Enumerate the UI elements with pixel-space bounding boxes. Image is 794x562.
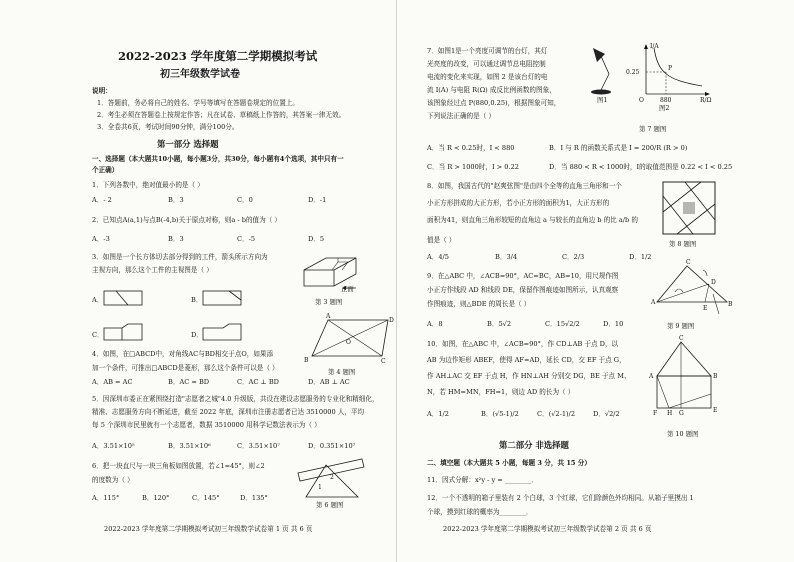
desk-lamp-icon [583, 44, 623, 100]
q3-stem-1: 3．如图是一个长方体切去部分得到的工件，箭头所示方向为 [92, 253, 268, 261]
fig3-caption: 第 3 题图 [315, 298, 343, 306]
svg-text:E: E [703, 305, 708, 312]
q10-option-c: C．(√2-1)/2 [537, 410, 576, 418]
q8-stem-3: 面积为41，则直角三角形较短的直角边 a 与较长的直角边 b 的比 a/b 的 [427, 216, 638, 224]
q8-stem-2: 小正方形拼成的大正方形，若小正方形的面积为1，大正方形的 [427, 199, 610, 207]
q6-option-a: A．115° [92, 494, 120, 502]
q7-stem-3: 电流的变化来实现，如图 2 是该台灯的电 [427, 73, 548, 81]
q10-stem-1: 10．如图，在△ABC 中，∠ACB=90°，作 CD⊥AB 于点 D，以 [427, 340, 619, 348]
q1-option-d: D．-1 [308, 196, 327, 204]
q5-option-a: A．3.51×10⁵ [92, 442, 135, 450]
q9-option-c: C．15√2/2 [545, 320, 580, 328]
fig7-label-1: 图1 [597, 96, 608, 104]
q10-stem-4: N，若 HM=MN，FH=1，则边 AD 的长为（ ） [427, 388, 575, 396]
fig7-label-2: 图2 [659, 104, 670, 112]
q7-stem-5: 该图象经过点 P(880,0.25)，根据图象可知， [427, 99, 561, 107]
q7-stem-2: 光亮度的改变，可以通过调节总电阻控制 [427, 60, 546, 68]
q4-option-a: A．AB = AC [92, 378, 133, 386]
q7-option-b: B．I 与 R 的函数关系式是 I = 200/R (R > 0) [549, 144, 688, 152]
svg-text:F: F [653, 410, 658, 417]
page1-footer: 2022-2023 学年度第二学期模拟考试初三年级数学试卷第 1 页 共 6 页 [104, 525, 313, 533]
q6-stem-1: 6．把一块直尺与一块三角板如图放置，若∠1=45°，则∠2 [92, 462, 265, 470]
q4-label-b: B [304, 357, 309, 364]
q5-option-c: C．3.51×10⁷ [237, 442, 280, 450]
q2-option-c: C．-5 [237, 235, 256, 243]
svg-text:H: H [667, 410, 673, 417]
q2-stem: 2．已知点A(a,1)与点B(-4,b)关于原点对称，则a - b的值为（ ） [92, 216, 282, 224]
svg-text:B: B [713, 373, 718, 380]
section2-heading: 二、填空题（本大题共 5 小题，每题 3 分，共 15 分） [427, 459, 591, 467]
q7-stem-4: 流 I(A) 与电阻 R(Ω) 成反比例函数的图象， [427, 86, 556, 94]
q4-label-d: D [389, 317, 394, 324]
q8-option-d: D．1/2 [629, 253, 652, 261]
q5-stem-1: 5．因深圳市委正在紧围绕打造"志愿者之城"4.0 升级版，共设在建设志愿服务的专业化和精细化， [92, 395, 379, 403]
q10-stem-2: AB 为边作矩形 ABEF，使得 AF=AD，延长 CD，交 EF 于点 G， [427, 356, 626, 364]
svg-text:E: E [713, 407, 718, 414]
q7-option-d: D．当 880 < R < 1000时，I的取值范围是 0.22 < I < 0.25 [549, 163, 733, 171]
q9-option-b: B．5√2 [487, 320, 512, 328]
q11-stem: 11．因式分解：x²y - y = ________． [427, 476, 538, 484]
svg-text:G: G [679, 410, 684, 417]
q4-label-a: A [326, 313, 331, 320]
instruction-3: 3．全卷共6页，考试时间90分钟，满分100分。 [97, 123, 239, 131]
q7-stem-6: 下列说法正确的是（ ） [427, 112, 496, 120]
instructions-head: 说明： [92, 87, 112, 95]
graph-point-p: P [668, 65, 673, 72]
fig9-caption: 第 9 题图 [667, 322, 695, 330]
part1-title: 第一部分 选择题 [157, 139, 219, 149]
q7-inverse-graph [626, 42, 712, 104]
q2-option-b: B．3 [168, 235, 184, 243]
q3-option-d: D． [191, 331, 203, 339]
svg-text:A: A [649, 373, 654, 380]
q12-stem-2: 个球，摸到红球的概率为________． [427, 508, 533, 516]
q7-stem-1: 7．如图1是一个亮度可调节的台灯，其灯 [427, 47, 548, 55]
q1-option-b: B．3 [168, 196, 184, 204]
q6-option-c: C．145° [192, 494, 220, 502]
q8-stem-1: 8．如图，我国古代的"赵爽弦图"是由四个全等的直角三角形和一个 [427, 182, 622, 190]
q4-label-c: C [381, 358, 386, 365]
page-2 [397, 0, 794, 562]
q6-ruler-triangle-figure [296, 455, 366, 503]
svg-text:C: C [679, 335, 684, 342]
q3-stem-2: 主视方向，那么这个工件的主视图是（ ） [92, 266, 213, 274]
q12-stem-1: 12．一个不透明的箱子里装有 2 个白球，3 个红球，它们除颜色外均相同。从箱子里摸出 1 [427, 494, 694, 502]
svg-text:A: A [651, 299, 656, 306]
graph-origin: O [639, 97, 644, 104]
q10-option-a: A．1/2 [427, 410, 449, 418]
q6-stem-2: 的度数为（ ） [92, 476, 134, 484]
svg-text:2: 2 [330, 474, 334, 481]
fig4-caption: 第 4 题图 [328, 368, 356, 376]
q8-option-a: A．4/5 [427, 253, 449, 261]
q4-parallelogram-figure [296, 313, 394, 365]
q3-option-a: A． [92, 296, 104, 304]
q3-option-c-shape [104, 324, 144, 341]
graph-y-label: I/A [650, 43, 659, 50]
q9-option-a: A．8 [427, 320, 443, 328]
instruction-2: 2．考生必须在答题卷上按规定作答；凡在试卷、草稿纸上作答的，其答案一律无效。 [97, 111, 346, 119]
q3-option-d-shape [203, 324, 243, 341]
q1-stem: 1．下列各数中，绝对值最小的是（ ） [92, 181, 204, 189]
svg-text:D: D [711, 279, 716, 286]
graph-x-label: R/Ω [700, 97, 712, 104]
q4-stem-1: 4．如图，在□ABCD中，对角线AC与BD相交于点O，如果添 [92, 350, 274, 358]
q9-stem-1: 9．在△ABC 中，∠ACB=90°，AC=BC，AB=10，用尺规作图 [427, 272, 619, 280]
q9-option-d: D．10 [603, 320, 624, 328]
instruction-1: 1．答题前，务必将自己的姓名、学号等填写在答题卷规定的位置上。 [97, 99, 300, 107]
q1-option-c: C．0 [237, 196, 253, 204]
section1-heading: 一、选择题（本大题共10小题，每小题3分，共30分，每小题有4个选项，其中只有一 [92, 155, 344, 163]
q8-option-b: B．3/4 [495, 253, 518, 261]
fig10-caption: 第 10 题图 [667, 430, 699, 438]
q3-option-b-shape [203, 290, 243, 306]
svg-text:B: B [728, 301, 733, 308]
q4-option-b: B．AC = BD [168, 378, 210, 386]
exam-subtitle: 初三年级数学试卷 [160, 69, 240, 80]
q6-option-b: B．120° [142, 494, 170, 502]
q5-option-b: B．3.51×10⁶ [168, 442, 211, 450]
q5-stem-3: 每 5 个深圳市民里就有一个志愿者，数据 3510000 用科学记数法表示为（ ） [92, 421, 321, 429]
q7-option-a: A．当 R < 0.25时，I < 880 [427, 144, 515, 152]
q4-option-c: C．AC ⊥ BD [237, 378, 279, 386]
q4-stem-2: 加一个条件，可推出□ABCD是菱形，那么这个条件可以是（ ） [92, 364, 279, 372]
q10-rectangle-figure [651, 336, 719, 416]
q2-option-a: A．-3 [92, 235, 110, 243]
q8-stem-4: 值是（ ） [427, 236, 456, 244]
q4-label-o: O [346, 339, 351, 346]
q3-option-a-shape [104, 290, 144, 306]
q6-option-d: D．135° [240, 494, 268, 502]
q10-option-b: B．(√5-1)/2 [481, 410, 519, 418]
fig7-caption: 第 7 题图 [639, 125, 667, 133]
q9-stem-2: 小正方作线段 AD 和线段 DE，保留作图痕迹如图所示，认真观察 [427, 286, 619, 294]
graph-p-y: 0.25 [626, 69, 640, 76]
fig8-caption: 第 8 题图 [669, 240, 697, 248]
q7-option-c: C．当 R > 1000时，I > 0.22 [427, 163, 519, 171]
q2-option-d: D．5 [308, 235, 325, 243]
svg-text:1: 1 [318, 484, 322, 491]
q1-option-a: A．- 2 [92, 196, 112, 204]
q3-option-b: B． [191, 296, 203, 304]
q9-construction-figure [651, 259, 733, 318]
q3-front-label: 正面 [341, 285, 354, 293]
q10-option-d: D．√2/2 [593, 410, 620, 418]
q10-stem-3: 作 AH⊥AC 交 EF 于点 H，作 HN⊥AH 分别交 DG，BE 于点 M、 [427, 372, 631, 380]
graph-p-x: 880 [660, 97, 672, 104]
svg-text:C: C [686, 259, 691, 266]
exam-title: 2022-2023 学年度第二学期模拟考试 [118, 49, 318, 63]
part2-title: 第二部分 非选择题 [499, 440, 569, 450]
q8-option-c: C．2/3 [562, 253, 585, 261]
q5-option-d: D．0.351×10⁷ [308, 442, 356, 450]
q9-stem-3: 作图痕迹，则△BDE 的周长是（ ） [427, 300, 531, 308]
q5-stem-2: 精准、志愿服务方向不断延进，截至 2022 年底，深圳市注册志愿者已达 3510000 人，平均 [92, 408, 365, 416]
q8-zhaoshuang-diagram [661, 180, 717, 236]
page2-footer: 2022-2023 学年度第二学期模拟考试初三年级数学试卷第 2 页 共 6 页 [443, 525, 652, 533]
fig6-caption: 第 6 题图 [316, 501, 344, 509]
q4-option-d: D．AB ⊥ AC [308, 378, 350, 386]
section1-heading-2: 个正确） [92, 166, 119, 174]
q3-option-c: C． [92, 331, 104, 339]
